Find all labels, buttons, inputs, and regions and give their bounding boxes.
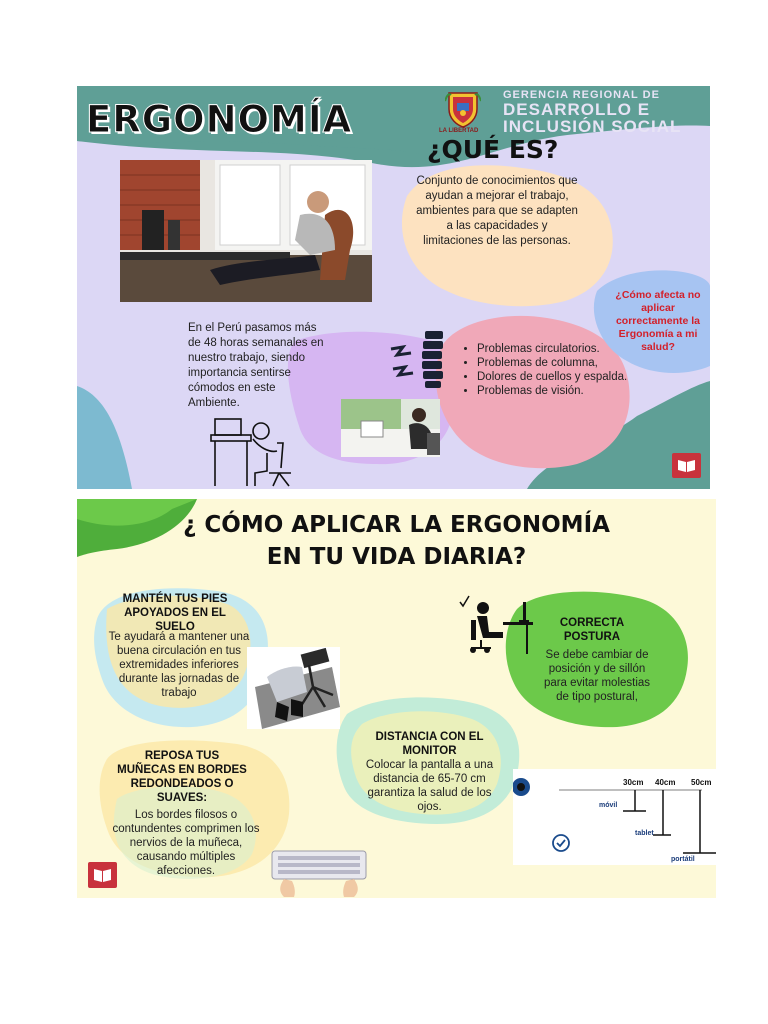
shield-label: LA LIBERTAD [439,128,479,134]
tired-worker-sketch [209,413,304,488]
slide-que-es [77,86,710,489]
feet-heading: MANTÉN TUS PIES APOYADOS EN EL SUELO [122,593,228,633]
list-item: • Problemas de visión. [477,384,637,398]
regional-shield-icon [445,89,481,129]
slide1-title: ERGONOMÍA [86,98,353,141]
monitor-text: Colocar la pantalla a una distancia de 65-70 cm garantiza la salud de los ojos. [365,759,494,813]
woman-stretching-photo [341,399,440,457]
wrist-text: Los bordes filosos o contundentes comprimen los nervios de la muñeca, causando múltiples afecciones. [112,809,260,877]
list-item: • Problemas circulatorios. [477,342,637,356]
slide-como-aplicar [77,499,716,898]
device-label-portatil: portátil [671,856,695,863]
health-question: ¿Cómo afecta no aplicar correctamente la Ergonomía a mi salud? [615,289,701,353]
office-worker-photo [120,160,372,302]
device-label-tablet: tablet [635,830,654,837]
org-name-line3: INCLUSIÓN SOCIAL [503,117,682,136]
device-label-movil: móvil [599,802,618,809]
definition-text: Conjunto de conocimientos que ayudan a mejorar el trabajo, ambientes para que se adapten a las capacidades y limitaciones de las personas. [416,175,578,247]
list-item: • Dolores de cuellos y espalda. [477,370,637,384]
org-name-line2: DESARROLLO E [503,100,651,119]
feet-on-floor-photo [247,647,340,729]
keyboard-hands-icon [270,849,368,897]
feet-text: Te ayudará a mantener una buena circulación en tus extremidades inferiores durante las jornadas de trabajo [108,631,250,699]
peru-hours-text: En el Perú pasamos más de 48 horas semanales en nuestro trabajo, siendo importancia sentirse cómodos en este Ambiente. [188,322,324,409]
wrist-heading: REPOSA TUS MUÑECAS EN BORDES REDONDEADOS O SUAVES: [117,750,247,804]
spine-icon [389,329,455,389]
distance-mark-30: 30cm [623,778,644,787]
monitor-heading: DISTANCIA CON EL MONITOR [375,731,484,757]
book-logo-icon [672,453,701,478]
posture-text: Se debe cambiar de posición y de sillón para evitar molestias de tipo postural, [543,649,651,703]
distance-mark-50: 50cm [691,778,712,787]
correct-posture-icon [457,594,533,656]
screen-distance-diagram [513,769,716,865]
list-item: • Problemas de columna, [477,356,637,370]
distance-mark-40: 40cm [655,778,676,787]
problems-list [461,342,637,398]
org-name-line1: GERENCIA REGIONAL DE [503,89,660,101]
question-heading: ¿QUÉ ES? [427,135,559,164]
posture-heading: CORRECTA POSTURA [559,617,625,643]
slide2-title-line1: ¿ CÓMO APLICAR LA ERGONOMÍA [183,512,610,538]
book-logo-icon [88,862,117,888]
slide2-title-line2: EN TU VIDA DIARIA? [266,544,527,570]
